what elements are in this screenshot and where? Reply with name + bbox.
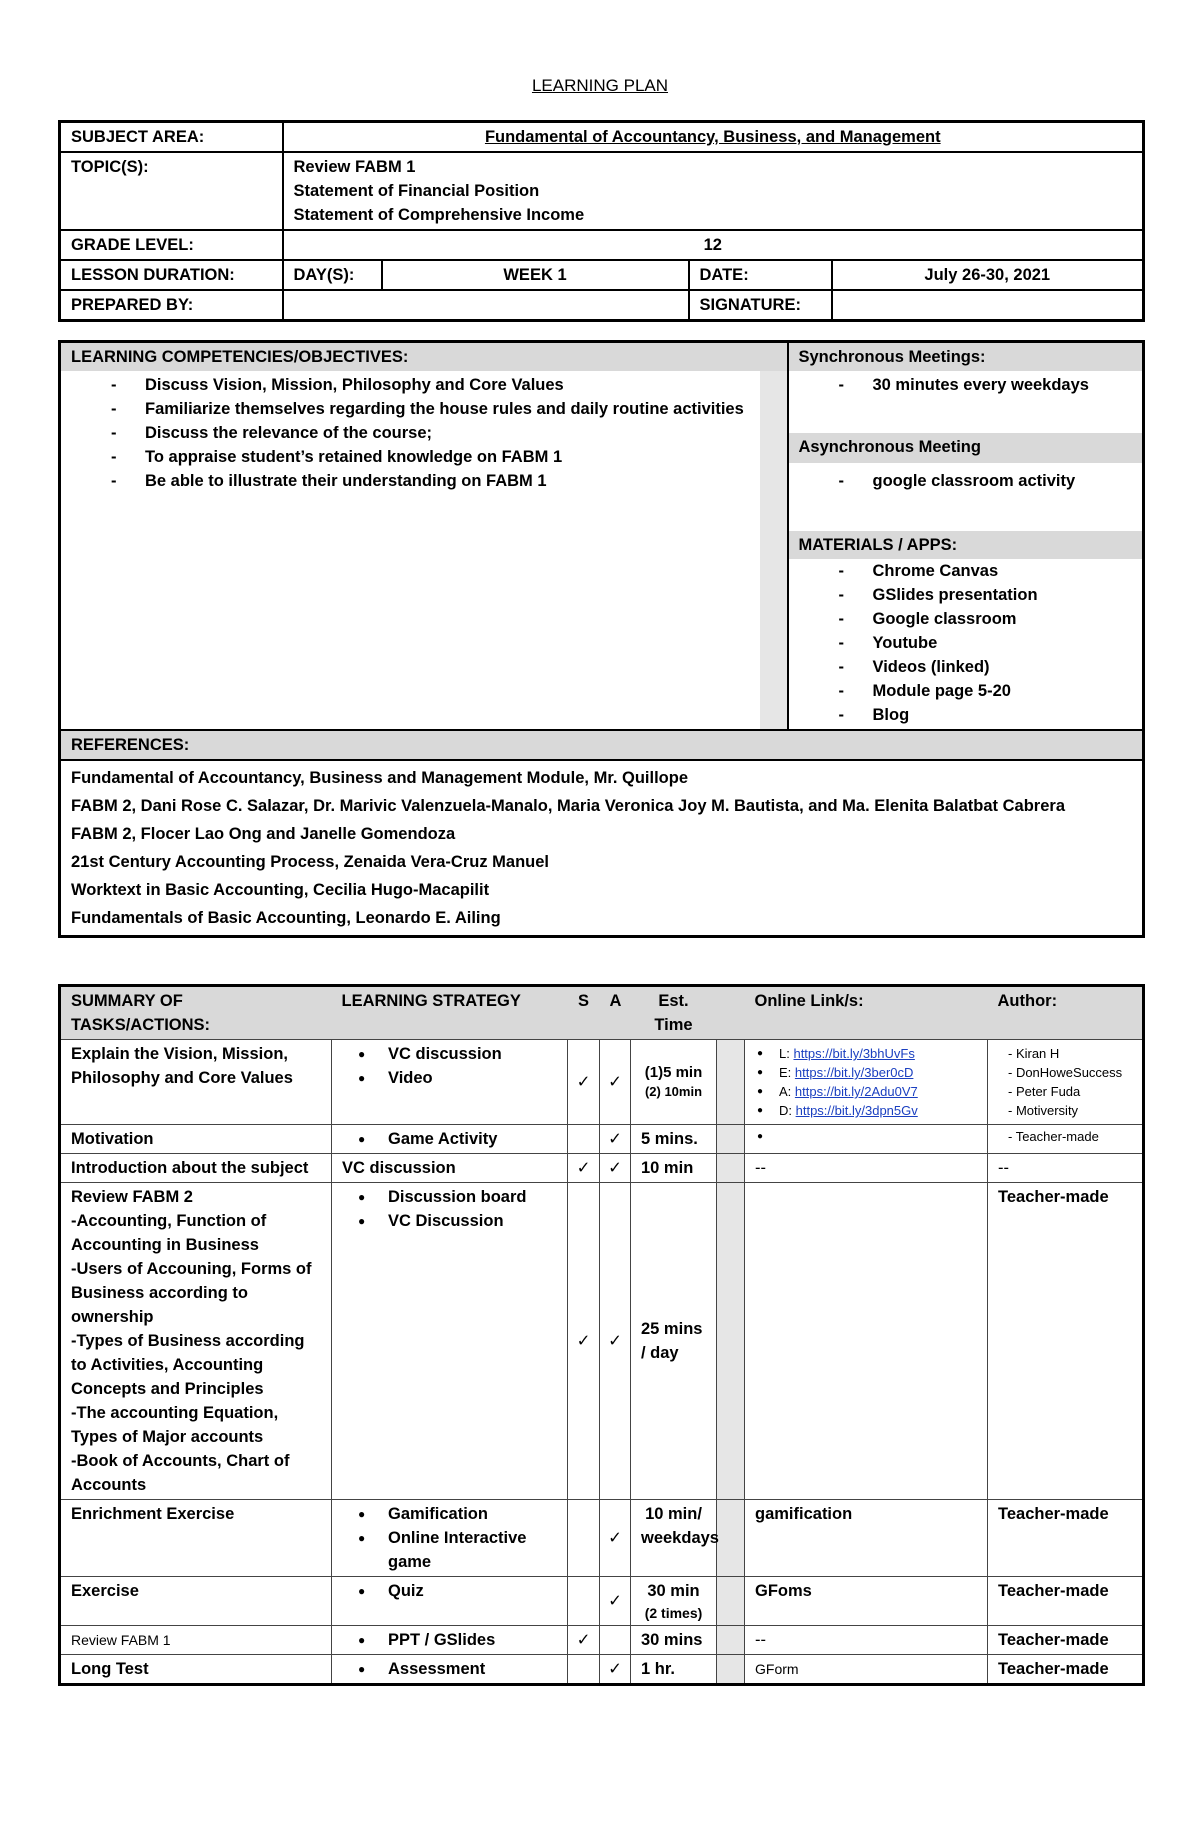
link-item [757, 1044, 977, 1063]
col-a: A [600, 986, 631, 1040]
task-author: Teacher-made [988, 1500, 1144, 1577]
task-summary: Long Test [60, 1655, 332, 1685]
task-strategy [332, 1577, 568, 1626]
task-strategy [332, 1655, 568, 1685]
topics-value [283, 152, 1144, 230]
sync-check [568, 1577, 600, 1626]
est-time [631, 1577, 717, 1626]
task-links: -- [745, 1154, 988, 1183]
est-time: 5 mins. [631, 1125, 717, 1154]
topic-item: Statement of Financial Position [293, 182, 540, 200]
header-table [58, 120, 1145, 322]
link-prefix: E: [779, 1065, 795, 1080]
summary-line: -Users of Accouning, Forms of Business according to ownership [71, 1260, 312, 1326]
author-item: - Kiran H [1008, 1046, 1060, 1061]
summary-line: -Types of Business according to Activities, Accounting Concepts and Principles [71, 1332, 305, 1398]
prepared-by-row [60, 290, 1144, 321]
sync-check [568, 1125, 600, 1154]
task-author [988, 1125, 1144, 1154]
materials-list-cell [788, 559, 1144, 730]
task-author: Teacher-made [988, 1626, 1144, 1655]
task-summary: Explain the Vision, Mission, Philosophy and Core Values [60, 1040, 332, 1125]
table-row [60, 1183, 1144, 1500]
table-row [60, 1500, 1144, 1577]
prepared-by-value [283, 290, 689, 321]
summary-line: -Accounting, Function of Accounting in Business [71, 1212, 267, 1254]
task-links: GForm [745, 1655, 988, 1685]
signature-value [832, 290, 1144, 321]
link-item [757, 1082, 977, 1101]
est-time: 30 mins [631, 1626, 717, 1655]
material-item: - GSlides presentation [839, 583, 1133, 607]
reference-item: 21st Century Accounting Process, Zenaida Vera-Cruz Manuel [71, 853, 550, 871]
async-check: ✓ [600, 1183, 631, 1500]
asynchronous-item: - google classroom activity [839, 469, 1133, 493]
lesson-duration-row [60, 260, 1144, 290]
task-summary: Motivation [60, 1125, 332, 1154]
task-links [745, 1125, 988, 1154]
time-line: (2 times) [644, 1605, 703, 1621]
sync-check: ✓ [568, 1040, 600, 1125]
task-strategy [332, 1125, 568, 1154]
task-strategy [332, 1183, 568, 1500]
materials-heading: MATERIALS / APPS: [788, 531, 1144, 559]
grade-level-value: 12 [283, 230, 1144, 260]
gutter [717, 1040, 745, 1125]
table-row [60, 1626, 1144, 1655]
task-summary: Introduction about the subject [60, 1154, 332, 1183]
est-time: 1 hr. [631, 1655, 717, 1685]
synchronous-list [799, 373, 1133, 397]
competency-item: - To appraise student’s retained knowledge on FABM 1 [111, 445, 750, 469]
strategy-item: ● VC discussion [358, 1042, 557, 1066]
tasks-table [58, 984, 1145, 1686]
async-check: ✓ [600, 1500, 631, 1577]
col-links: Online Link/s: [745, 986, 988, 1040]
gutter [717, 1577, 745, 1626]
col-s: S [568, 986, 600, 1040]
grade-level-row [60, 230, 1144, 260]
signature-label: SIGNATURE: [689, 290, 832, 321]
author-item: - DonHoweSuccess [1008, 1065, 1123, 1080]
date-label: DATE: [689, 260, 832, 290]
task-summary: Enrichment Exercise [60, 1500, 332, 1577]
async-check [600, 1626, 631, 1655]
summary-line: -The accounting Equation, Types of Major accounts [71, 1404, 279, 1446]
task-summary [60, 1183, 332, 1500]
est-time: 25 mins / day [631, 1183, 717, 1500]
asynchronous-list [799, 469, 1133, 493]
author-item: - Peter Fuda [1008, 1084, 1081, 1099]
topic-item: Statement of Comprehensive Income [293, 206, 585, 224]
gutter [717, 1500, 745, 1577]
task-author [988, 1040, 1144, 1125]
gutter [717, 1626, 745, 1655]
strategy-item: ● Gamification [358, 1502, 557, 1526]
gutter [717, 1125, 745, 1154]
references-heading: REFERENCES: [60, 730, 1144, 760]
online-link[interactable]: https://bit.ly/3bhUvFs [793, 1046, 915, 1061]
link-item [757, 1063, 977, 1082]
strategy-item: ● Online Interactive game [358, 1526, 557, 1574]
summary-line: -Book of Accounts, Chart of Accounts [71, 1452, 290, 1494]
task-strategy [332, 1500, 568, 1577]
subject-area-row [60, 122, 1144, 153]
async-check: ✓ [600, 1655, 631, 1685]
sync-check [568, 1655, 600, 1685]
tasks-header-row [60, 986, 1144, 1040]
synchronous-item: - 30 minutes every weekdays [839, 373, 1133, 397]
link-prefix: A: [779, 1084, 795, 1099]
lesson-duration-label: LESSON DURATION: [60, 260, 283, 290]
sync-check: ✓ [568, 1183, 600, 1500]
strategy-item: ● Video [358, 1066, 557, 1090]
task-links [745, 1183, 988, 1500]
gutter [717, 1183, 745, 1500]
online-link[interactable]: https://bit.ly/3ber0cD [794, 1065, 914, 1080]
reference-item: Worktext in Basic Accounting, Cecilia Hugo-Macapilit [71, 881, 490, 899]
link-prefix: L: [779, 1046, 794, 1061]
task-links: GFoms [745, 1577, 988, 1626]
col-author: Author: [988, 986, 1144, 1040]
table-row [60, 1125, 1144, 1154]
summary-line: Review FABM 2 [71, 1188, 193, 1206]
est-time [631, 1040, 717, 1125]
task-links [745, 1040, 988, 1125]
task-summary: Exercise [60, 1577, 332, 1626]
task-strategy [332, 1626, 568, 1655]
table-row [60, 1655, 1144, 1685]
author-item: - Teacher-made [1008, 1129, 1099, 1144]
days-value: WEEK 1 [382, 260, 689, 290]
references-list [60, 760, 1144, 937]
asynchronous-list-cell [788, 463, 1144, 531]
task-links: -- [745, 1626, 988, 1655]
topics-label: TOPIC(S): [60, 152, 283, 230]
material-item: - Google classroom [839, 607, 1133, 631]
competencies-table [58, 340, 1145, 938]
async-check: ✓ [600, 1154, 631, 1183]
material-item: - Youtube [839, 631, 1133, 655]
subject-area-label: SUBJECT AREA: [60, 122, 283, 153]
est-time: 10 min/ weekdays [631, 1500, 717, 1577]
material-item: - Blog [839, 703, 1133, 727]
async-check: ✓ [600, 1040, 631, 1125]
days-label: DAY(S): [283, 260, 382, 290]
subject-area-value: Fundamental of Accountancy, Business, and Management [283, 122, 1144, 153]
col-time: Est. Time [631, 986, 717, 1040]
sync-check [568, 1500, 600, 1577]
reference-item: FABM 2, Dani Rose C. Salazar, Dr. Marivic Valenzuela-Manalo, Maria Veronica Joy M. Bautista, and Ma. Elenita Balatbat Cabrera [71, 797, 1065, 815]
competency-item: - Be able to illustrate their understanding on FABM 1 [111, 469, 750, 493]
time-line: (1)5 min [644, 1064, 703, 1081]
strategy-item: ● Game Activity [358, 1127, 557, 1151]
sync-check: ✓ [568, 1154, 600, 1183]
material-item: - Videos (linked) [839, 655, 1133, 679]
link-item [757, 1101, 977, 1120]
table-row [60, 1577, 1144, 1626]
document-title: LEARNING PLAN [531, 76, 669, 95]
synchronous-heading: Synchronous Meetings: [788, 342, 1144, 372]
author-item: - Motiversity [1008, 1103, 1079, 1118]
strategy-item: ● VC Discussion [358, 1209, 557, 1233]
time-line: 30 min [647, 1582, 700, 1600]
task-author: -- [988, 1154, 1144, 1183]
col-gutter [717, 986, 745, 1040]
col-summary: SUMMARY OF TASKS/ACTIONS: [60, 986, 332, 1040]
material-item: - Module page 5-20 [839, 679, 1133, 703]
synchronous-list-cell [788, 371, 1144, 433]
strategy-item: ● Quiz [358, 1579, 557, 1603]
strategy-item: ● Assessment [358, 1657, 557, 1681]
gutter [760, 371, 788, 730]
reference-item: Fundamental of Accountancy, Business and Management Module, Mr. Quillope [71, 769, 688, 787]
strategy-item: ● PPT / GSlides [358, 1628, 557, 1652]
online-link[interactable]: https://bit.ly/3dpn5Gv [795, 1103, 918, 1118]
gutter [717, 1154, 745, 1183]
link-prefix: D: [779, 1103, 796, 1118]
reference-item: FABM 2, Flocer Lao Ong and Janelle Gomendoza [71, 825, 456, 843]
grade-level-label: GRADE LEVEL: [60, 230, 283, 260]
task-links: gamification [745, 1500, 988, 1577]
time-line: (2) 10min [644, 1084, 703, 1099]
task-author: Teacher-made [988, 1577, 1144, 1626]
prepared-by-label: PREPARED BY: [60, 290, 283, 321]
competencies-list [71, 373, 750, 493]
table-row [60, 1040, 1144, 1125]
competencies-list-cell [60, 371, 760, 730]
strategy-item: ● Discussion board [358, 1185, 557, 1209]
est-time: 10 min [631, 1154, 717, 1183]
table-row [60, 1154, 1144, 1183]
col-strategy: LEARNING STRATEGY [332, 986, 568, 1040]
competency-item: - Discuss Vision, Mission, Philosophy and Core Values [111, 373, 750, 397]
online-link[interactable]: https://bit.ly/2Adu0V7 [794, 1084, 918, 1099]
competency-item: - Discuss the relevance of the course; [111, 421, 750, 445]
async-check: ✓ [600, 1125, 631, 1154]
asynchronous-heading: Asynchronous Meeting [788, 433, 1144, 463]
task-author: Teacher-made [988, 1183, 1144, 1500]
sync-check: ✓ [568, 1626, 600, 1655]
task-summary: Review FABM 1 [60, 1626, 332, 1655]
competency-item: - Familiarize themselves regarding the house rules and daily routine activities [111, 397, 750, 421]
competencies-heading: LEARNING COMPETENCIES/OBJECTIVES: [60, 342, 788, 372]
materials-list [799, 559, 1133, 727]
material-item: - Chrome Canvas [839, 559, 1133, 583]
topics-row [60, 152, 1144, 230]
async-check: ✓ [600, 1577, 631, 1626]
gutter [717, 1655, 745, 1685]
task-author: Teacher-made [988, 1655, 1144, 1685]
task-strategy: VC discussion [332, 1154, 568, 1183]
date-value: July 26-30, 2021 [832, 260, 1144, 290]
reference-item: Fundamentals of Basic Accounting, Leonardo E. Ailing [71, 909, 501, 927]
topic-item: Review FABM 1 [293, 158, 416, 176]
task-strategy [332, 1040, 568, 1125]
